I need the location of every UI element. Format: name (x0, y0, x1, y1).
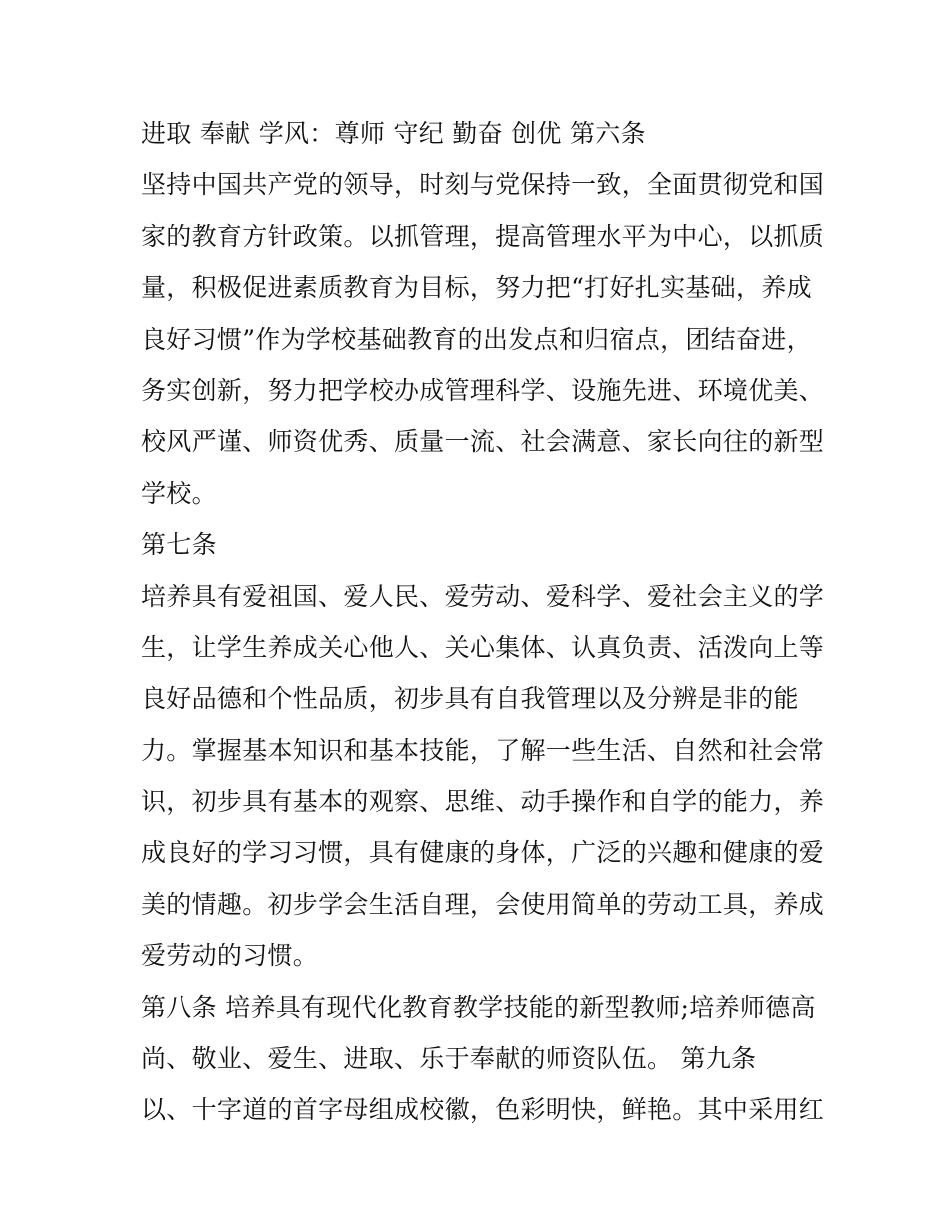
section-heading: 第七条 (141, 530, 217, 560)
text-line: 家的教育方针政策。以抓管理，提高管理水平为中心，以抓质 (141, 221, 825, 251)
text-line: 良好品德和个性品质，初步具有自我管理以及分辨是非的能 (141, 684, 799, 714)
document-page (141, 108, 831, 1136)
text-line: 美的情趣。初步学会生活自理，会使用简单的劳动工具，养成 (141, 889, 825, 919)
text-line: 识，初步具有基本的观察、思维、动手操作和自学的能力，养 (141, 787, 825, 817)
text-line: 良好习惯”作为学校基础教育的出发点和归宿点，团结奋进， (141, 324, 812, 354)
text-line: 成良好的学习习惯，具有健康的身体，广泛的兴趣和健康的爱 (141, 838, 825, 868)
text-line: 第八条 培养具有现代化教育教学技能的新型教师;培养师德高 (141, 992, 816, 1022)
text-line: 务实创新，努力把学校办成管理科学、设施先进、环境优美、 (141, 375, 825, 405)
text-line: 以、十字道的首字母组成校徽，色彩明快，鲜艳。其中采用红 (141, 1095, 825, 1125)
text-line: 量，积极促进素质教育为目标，努力把“打好扎实基础，养成 (141, 273, 812, 303)
text-line: 生，让学生养成关心他人、关心集体、认真负责、活泼向上等 (141, 632, 825, 662)
text-line: 力。掌握基本知识和基本技能，了解一些生活、自然和社会常 (141, 735, 825, 765)
text-line: 培养具有爱祖国、爱人民、爱劳动、爱科学、爱社会主义的学 (141, 581, 825, 611)
text-line: 爱劳动的习惯。 (141, 941, 319, 971)
text-line: 进取 奉献 学风：尊师 守纪 勤奋 创优 第六条 (141, 119, 646, 148)
text-line: 校风严谨、师资优秀、质量一流、社会满意、家长向往的新型 (141, 427, 825, 457)
text-line: 尚、敬业、爱生、进取、乐于奉献的师资队伍。 第九条 (141, 1044, 757, 1074)
text-line: 坚持中国共产党的领导，时刻与党保持一致，全面贯彻党和国 (141, 170, 825, 200)
text-line: 学校。 (141, 478, 217, 508)
